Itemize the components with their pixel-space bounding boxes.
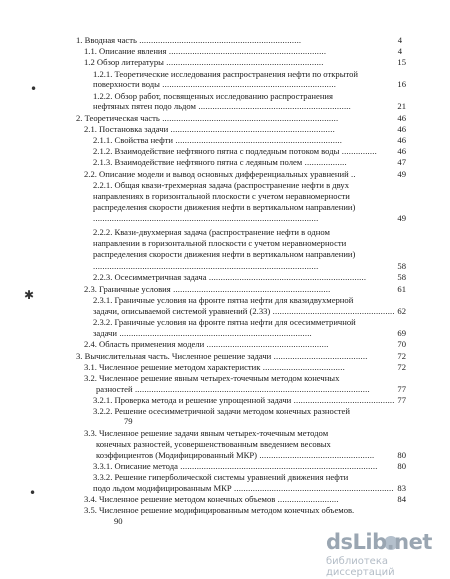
- toc-entry[interactable]: задачи, описываемой системой уравнений (2.33) .................................................... 62: [93, 306, 406, 316]
- toc-entry[interactable]: 1. Вводная часть ..................................................................... 4: [76, 35, 402, 45]
- toc-entry[interactable]: направлении в горизонтальной плоскости с учетом неравномерности: [93, 238, 347, 248]
- toc-entry[interactable]: нефтяных пятен подо льдом ................................................................. 21: [93, 101, 406, 111]
- toc-entry[interactable]: коэффициентов (Модифицированный МКР) ................................................. 80: [96, 450, 406, 460]
- toc-entry[interactable]: 2.1.2. Взаимодействие нефтяного пятна с подледным потоком воды ............... 46: [93, 146, 406, 156]
- scan-artifact-mark: •: [29, 486, 37, 500]
- toc-entry[interactable]: 79: [124, 416, 133, 426]
- toc-entry[interactable]: 2.2.1. Общая квази-трехмерная задача (распространение нефти в двух: [93, 180, 350, 190]
- toc-entry[interactable]: 90: [114, 516, 123, 526]
- toc-entry[interactable]: 3.3. Численное решение задачи явным четырех-точечным методом: [84, 428, 329, 438]
- toc-entry[interactable]: 2.2. Описание модели и вывод основных дифференциальных уравнений .. 49: [84, 169, 406, 179]
- watermark-logo: dsLib.net: [326, 530, 432, 554]
- toc-entry[interactable]: распределения скорости движения нефти в вертикальном направлении): [93, 202, 356, 212]
- toc-entry[interactable]: 2. Теоретическая часть ........................................................................... 46: [76, 113, 406, 123]
- toc-entry[interactable]: разностей .................................................................................................... 77: [96, 384, 406, 394]
- toc-entry[interactable]: распределения скорости движения нефти в вертикальном направлении): [93, 249, 356, 259]
- toc-entry[interactable]: 2.4. Область применения модели .................................................... 70: [84, 339, 406, 349]
- toc-entry[interactable]: 1.2 Обзор литературы ................................................................... 15: [84, 57, 406, 67]
- scan-artifact-mark: •: [30, 82, 38, 96]
- toc-entry[interactable]: 2.1.1. Свойства нефти ....................................................................... 46: [93, 135, 406, 145]
- toc-entry[interactable]: конечных разностей, усовершенствованным введением весовых: [96, 439, 331, 449]
- toc-entry[interactable]: 3. Вычислительная часть. Численное решение задачи ........................................ 72: [76, 351, 406, 361]
- toc-entry[interactable]: 2.2.2. Квази-двухмерная задача (распространение нефти в одном: [93, 227, 330, 237]
- toc-entry[interactable]: ................................................................................................ 49: [93, 213, 406, 223]
- toc-entry[interactable]: 3.2. Численное решение явным четырех-точечным методом конечных: [84, 373, 340, 383]
- toc-entry[interactable]: 2.3.1. Граничные условия на фронте пятна нефти для квазидвухмерной: [93, 295, 354, 305]
- scan-artifact-mark: ✱: [24, 288, 35, 302]
- watermark: [326, 530, 446, 578]
- toc-entry[interactable]: 2.3.2. Граничные условия на фронте пятна нефти для осесимметричной: [93, 317, 356, 327]
- toc-entry[interactable]: 3.2.1. Проверка метода и решение упрощенной задачи ........................................... 77: [93, 395, 406, 405]
- toc-entry[interactable]: 2.1.3. Взаимодействие нефтяного пятна с ледяным полем .................. 47: [93, 157, 406, 167]
- toc-entry[interactable]: задачи .................................................................................. 69: [93, 328, 406, 338]
- toc-entry[interactable]: 2.1. Постановка задачи ...................................................................... 46: [84, 124, 406, 134]
- toc-entry[interactable]: 1.2.1. Теоретические исследования распространения нефти по открытой: [93, 69, 359, 79]
- toc-entry[interactable]: 3.5. Численное решение модифицированным методом конечных объемов.: [84, 505, 355, 515]
- toc-entry[interactable]: 1.2.2. Обзор работ, посвященных исследованию распространения: [93, 91, 333, 101]
- toc-entry[interactable]: 3.1. Численное решение методом характеристик ................................... 72: [84, 362, 406, 372]
- toc-entry[interactable]: 2.3. Граничные условия ................................................................... 61: [84, 284, 406, 294]
- toc-entry[interactable]: 1.1. Описание явления ................................................................... 4: [84, 46, 402, 56]
- toc-entry[interactable]: 3.3.2. Решение гиперболической системы уравнений движения нефти: [93, 472, 349, 482]
- watermark-caption: библиотека диссертаций: [326, 556, 395, 578]
- toc-entry[interactable]: ................................................................................................ 58: [93, 261, 406, 271]
- toc-entry[interactable]: 2.2.3. Осесимметричная задача ................................................................... 58: [93, 272, 406, 282]
- toc-entry[interactable]: 3.4. Численное решение методом конечных объемов .......................... 84: [84, 494, 406, 504]
- toc-entry[interactable]: поверхности воды .......................................................................... 16: [93, 79, 406, 89]
- toc-entry[interactable]: подо льдом модифицированным МКР .................................................................... 83: [93, 483, 406, 493]
- toc-entry[interactable]: 3.3.1. Описание метода .................................................................................... 80: [93, 461, 406, 471]
- toc-entry[interactable]: направлениях в горизонтальной плоскости с учетом неравномерности: [93, 191, 350, 201]
- toc-entry[interactable]: 3.2.2. Решение осесимметричной задачи методом конечных разностей: [93, 406, 350, 416]
